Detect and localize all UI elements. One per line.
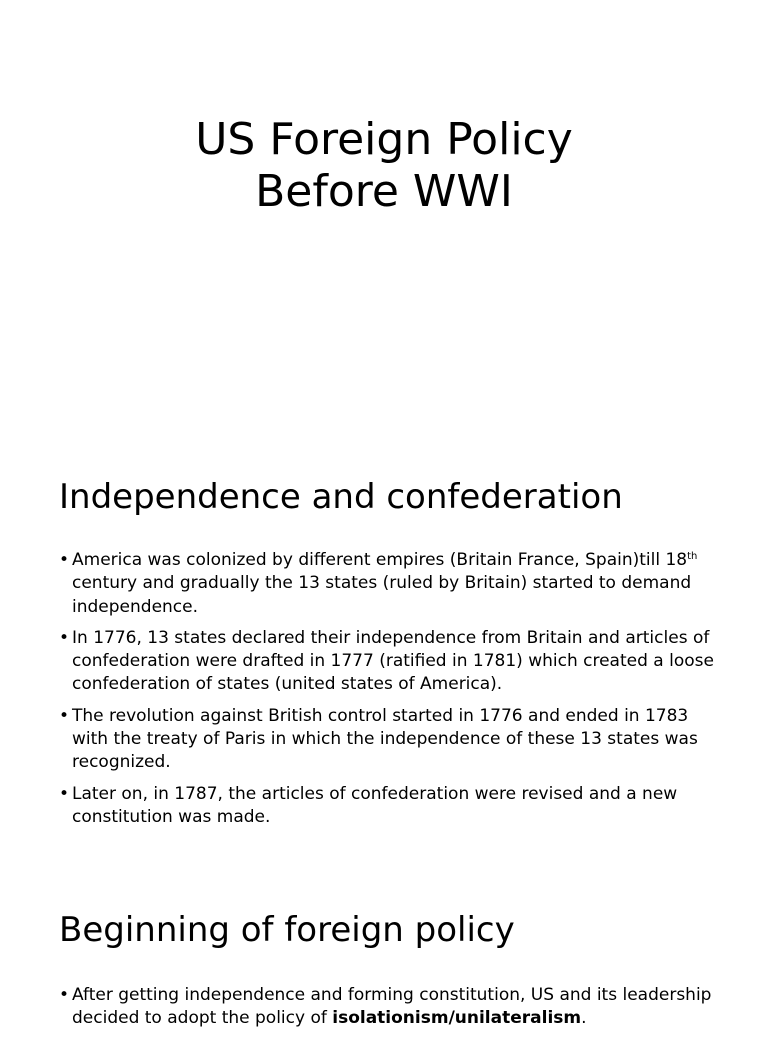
section-heading-independence: Independence and confederation [59,477,623,517]
slide-title-line-2: Before WWI [255,166,513,217]
bullet-icon: • [59,783,70,804]
slide-title [0,114,768,218]
bullet-text-end: . [581,1008,587,1029]
bullet-text: After getting independence and forming constitution, US and its leadership decided to adopt the policy of [72,985,712,1029]
list-item [59,549,719,619]
bullet-text: America was colonized by different empires (Britain France, Spain)till 18 [72,550,688,570]
bullet-icon: • [59,985,70,1005]
list-item [59,783,719,830]
bullet-text: The revolution against British control started in 1776 and ended in 1783 with the treaty of Paris in which the independence of these 13 states was recognized. [72,705,698,773]
bullet-superscript: th [687,551,698,562]
list-item [59,705,719,775]
slide-title-line-1: US Foreign Policy [195,114,573,165]
bullet-icon: • [59,550,70,570]
bullet-list-independence [59,549,719,837]
bullet-text: In 1776, 13 states declared their independence from Britain and articles of confederation were drafted in 1777 (ratified in 1781) which created a loose confederation of states (united states of America). [72,627,714,695]
bullet-icon: • [59,705,70,726]
bullet-list-foreign-policy [59,984,719,1039]
bullet-text: Later on, in 1787, the articles of confederation were revised and a new constitution was made. [72,783,678,827]
bullet-bold-term: isolationism/unilateralism [332,1008,582,1029]
list-item [59,627,719,697]
bullet-icon: • [59,627,70,648]
section-heading-foreign-policy: Beginning of foreign policy [59,910,515,950]
bullet-text-continued: century and gradually the 13 states (ruled by Britain) started to demand independence. [72,573,692,617]
